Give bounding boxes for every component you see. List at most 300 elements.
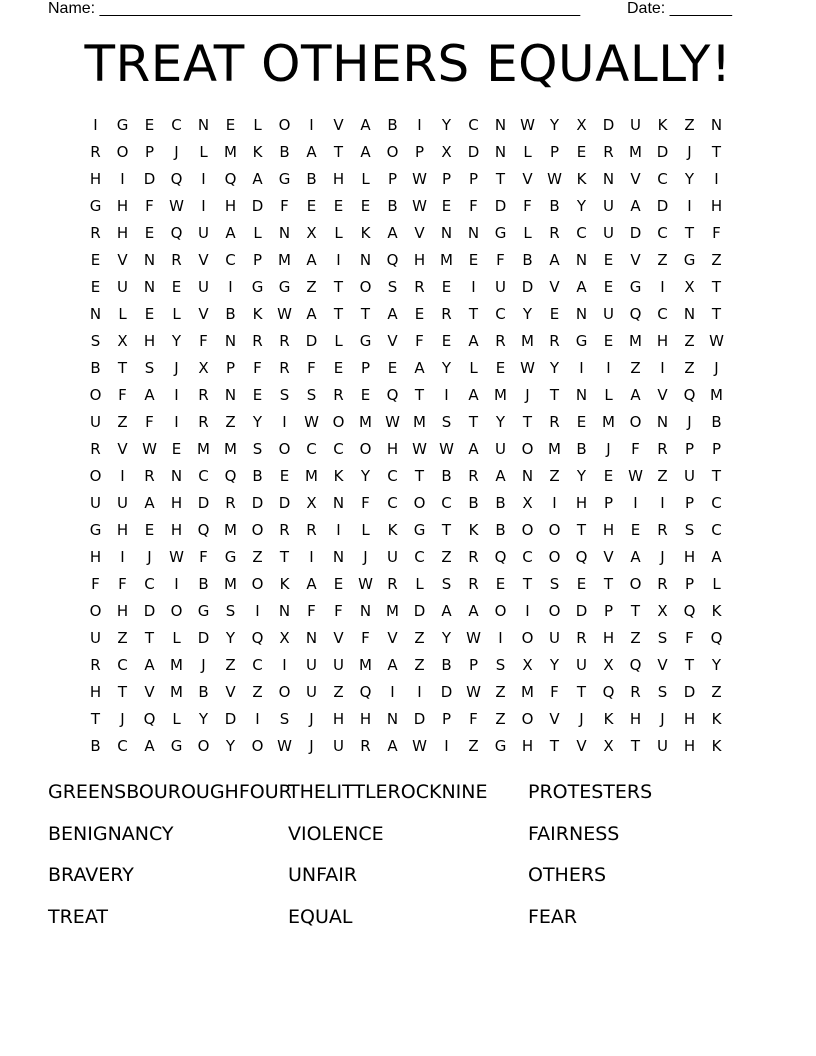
grid-letter: T (117, 683, 128, 701)
grid-letter: A (306, 575, 317, 593)
grid-letter: Z (684, 332, 695, 350)
grid-letter: O (278, 116, 291, 134)
grid-letter: B (468, 494, 479, 512)
grid-letter: I (174, 575, 179, 593)
grid-letter: O (332, 413, 345, 431)
grid-letter: E (549, 305, 560, 323)
grid-letter: U (306, 683, 317, 701)
grid-letter: N (332, 548, 345, 566)
grid-letter: L (469, 359, 478, 377)
grid-letter: V (603, 548, 614, 566)
grid-letter: P (603, 494, 614, 512)
grid-letter: K (252, 143, 263, 161)
grid-letter: H (89, 170, 102, 188)
grid-letter: W (277, 737, 292, 755)
grid-letter: V (117, 440, 128, 458)
grid-letter: C (414, 548, 425, 566)
grid-letter: J (687, 143, 692, 161)
grid-letter: U (306, 656, 317, 674)
grid-letter: R (279, 359, 290, 377)
grid-letter: A (468, 386, 479, 404)
grid-letter: I (525, 602, 530, 620)
grid-letter: P (144, 143, 155, 161)
grid-letter: D (575, 602, 588, 620)
grid-letter: D (602, 116, 615, 134)
grid-letter: C (711, 521, 722, 539)
grid-letter: I (282, 656, 287, 674)
grid-letter: V (198, 305, 209, 323)
grid-letter: F (118, 575, 127, 593)
grid-letter: O (89, 467, 102, 485)
grid-letter: C (117, 656, 128, 674)
grid-letter: T (630, 602, 641, 620)
grid-letter: M (224, 440, 237, 458)
grid-letter: L (253, 224, 262, 242)
grid-letter: M (548, 440, 561, 458)
grid-letter: P (684, 494, 695, 512)
grid-letter: E (90, 278, 101, 296)
grid-letter: Y (576, 197, 587, 215)
grid-letter: N (197, 116, 210, 134)
word-list-item: GREENSBOUROUGHFOUR (48, 781, 292, 803)
grid-letter: W (466, 683, 481, 701)
grid-letter: T (711, 305, 722, 323)
grid-letter: R (279, 521, 290, 539)
grid-letter: U (657, 737, 668, 755)
grid-letter: C (576, 224, 587, 242)
grid-letter: C (225, 251, 236, 269)
grid-letter: H (116, 521, 129, 539)
grid-letter: U (198, 224, 209, 242)
grid-letter: K (576, 170, 587, 188)
grid-letter: H (332, 710, 345, 728)
grid-letter: X (198, 359, 209, 377)
grid-letter: R (333, 386, 344, 404)
grid-letter: A (468, 332, 479, 350)
grid-letter: C (333, 440, 344, 458)
grid-letter: A (360, 143, 371, 161)
grid-letter: U (603, 224, 614, 242)
grid-letter: M (413, 413, 426, 431)
grid-letter: A (387, 656, 398, 674)
grid-letter: B (90, 359, 101, 377)
grid-letter: R (657, 440, 668, 458)
grid-letter: N (143, 278, 156, 296)
grid-letter: U (117, 278, 128, 296)
grid-letter: K (711, 737, 722, 755)
grid-letter: A (387, 224, 398, 242)
grid-letter: J (579, 710, 584, 728)
grid-letter: M (305, 467, 318, 485)
grid-letter: Y (441, 359, 452, 377)
grid-letter: O (386, 143, 399, 161)
grid-letter: K (252, 305, 263, 323)
grid-letter: N (467, 224, 480, 242)
grid-letter: W (547, 170, 562, 188)
grid-letter: F (469, 197, 478, 215)
grid-letter: D (629, 224, 642, 242)
grid-letter: T (333, 143, 344, 161)
grid-letter: W (142, 440, 157, 458)
grid-letter: K (603, 710, 614, 728)
grid-letter: N (575, 305, 588, 323)
grid-letter: R (144, 467, 155, 485)
grid-letter: O (629, 575, 642, 593)
grid-letter: X (306, 224, 317, 242)
grid-letter: M (629, 143, 642, 161)
grid-letter: E (144, 305, 155, 323)
grid-letter: A (414, 359, 425, 377)
grid-letter: I (120, 548, 125, 566)
grid-letter: T (549, 737, 560, 755)
grid-letter: V (549, 278, 560, 296)
grid-letter: N (143, 251, 156, 269)
grid-letter: D (251, 197, 264, 215)
grid-letter: N (359, 251, 372, 269)
grid-letter: V (630, 170, 641, 188)
grid-letter: O (521, 521, 534, 539)
grid-letter: F (199, 332, 208, 350)
grid-letter: K (468, 521, 479, 539)
grid-letter: Q (224, 467, 237, 485)
grid-letter: E (603, 278, 614, 296)
grid-letter: A (468, 602, 479, 620)
grid-letter: G (278, 278, 291, 296)
grid-letter: A (306, 251, 317, 269)
date-field-line: Date: _______ (627, 0, 732, 17)
grid-letter: O (197, 737, 210, 755)
grid-letter: T (576, 683, 587, 701)
grid-letter: I (93, 116, 98, 134)
grid-letter: B (441, 656, 452, 674)
grid-letter: B (198, 683, 209, 701)
grid-letter: O (548, 521, 561, 539)
grid-letter: C (468, 116, 479, 134)
grid-letter: E (414, 305, 425, 323)
grid-letter: T (522, 575, 533, 593)
grid-letter: X (306, 494, 317, 512)
grid-letter: G (251, 278, 264, 296)
grid-letter: R (90, 656, 101, 674)
letter-grid (82, 112, 730, 760)
grid-letter: O (521, 440, 534, 458)
grid-letter: V (549, 710, 560, 728)
grid-letter: M (710, 386, 723, 404)
grid-letter: Z (252, 683, 263, 701)
grid-letter: P (360, 359, 371, 377)
grid-letter: I (444, 737, 449, 755)
grid-letter: O (521, 629, 534, 647)
grid-letter: M (224, 521, 237, 539)
grid-letter: A (495, 467, 506, 485)
grid-letter: G (197, 602, 210, 620)
grid-letter: K (360, 224, 371, 242)
grid-letter: Z (630, 359, 641, 377)
grid-letter: V (657, 386, 668, 404)
grid-letter: E (279, 467, 290, 485)
grid-letter: G (575, 332, 588, 350)
grid-letter: J (606, 440, 611, 458)
grid-letter: H (386, 440, 399, 458)
grid-letter: I (417, 116, 422, 134)
grid-letter: O (359, 278, 372, 296)
grid-letter: H (359, 710, 372, 728)
grid-letter: P (603, 602, 614, 620)
grid-letter: E (144, 116, 155, 134)
grid-letter: R (90, 440, 101, 458)
grid-letter: M (440, 251, 453, 269)
grid-letter: E (171, 440, 182, 458)
grid-letter: R (360, 737, 371, 755)
grid-letter: E (495, 359, 506, 377)
grid-letter: B (225, 305, 236, 323)
grid-letter: E (333, 197, 344, 215)
grid-letter: F (253, 359, 262, 377)
grid-letter: R (657, 521, 668, 539)
grid-letter: X (684, 278, 695, 296)
grid-letter: G (494, 224, 507, 242)
grid-letter: A (711, 548, 722, 566)
grid-letter: L (172, 710, 181, 728)
grid-letter: K (711, 710, 722, 728)
grid-letter: J (120, 710, 125, 728)
grid-letter: C (495, 305, 506, 323)
grid-letter: N (440, 224, 453, 242)
grid-letter: B (495, 494, 506, 512)
grid-letter: U (90, 413, 101, 431)
grid-letter: P (414, 143, 425, 161)
grid-letter: E (306, 197, 317, 215)
grid-letter: Z (657, 251, 668, 269)
grid-letter: N (386, 710, 399, 728)
grid-letter: A (630, 548, 641, 566)
grid-letter: L (253, 116, 262, 134)
grid-letter: G (89, 197, 102, 215)
grid-letter: T (576, 521, 587, 539)
grid-letter: I (255, 602, 260, 620)
grid-letter: E (252, 386, 263, 404)
grid-letter: Q (683, 602, 696, 620)
grid-letter: D (521, 278, 534, 296)
grid-letter: G (413, 521, 426, 539)
grid-letter: I (471, 278, 476, 296)
grid-letter: D (197, 629, 210, 647)
grid-letter: Y (684, 170, 695, 188)
grid-letter: M (521, 683, 534, 701)
grid-letter: F (361, 629, 370, 647)
grid-letter: I (498, 629, 503, 647)
grid-letter: I (336, 251, 341, 269)
grid-letter: O (251, 521, 264, 539)
grid-letter: D (413, 710, 426, 728)
grid-letter: S (279, 710, 290, 728)
grid-letter: O (629, 413, 642, 431)
grid-letter: N (305, 629, 318, 647)
grid-letter: E (441, 197, 452, 215)
grid-letter: T (117, 359, 128, 377)
grid-letter: D (278, 494, 291, 512)
grid-letter: A (387, 737, 398, 755)
grid-letter: I (660, 494, 665, 512)
grid-letter: V (198, 251, 209, 269)
grid-letter: E (603, 332, 614, 350)
grid-letter: O (494, 602, 507, 620)
name-field-line: Name: ______________________________________________________ (48, 0, 581, 17)
grid-letter: A (144, 494, 155, 512)
grid-letter: X (576, 116, 587, 134)
grid-letter: S (441, 575, 452, 593)
grid-letter: G (494, 737, 507, 755)
grid-letter: R (387, 575, 398, 593)
grid-letter: A (549, 251, 560, 269)
grid-letter: C (117, 737, 128, 755)
grid-letter: N (359, 602, 372, 620)
grid-letter: X (117, 332, 128, 350)
grid-letter: B (279, 143, 290, 161)
grid-letter: Y (225, 737, 236, 755)
grid-letter: N (575, 386, 588, 404)
grid-letter: U (117, 494, 128, 512)
grid-letter: I (660, 278, 665, 296)
grid-letter: V (144, 683, 155, 701)
grid-letter: A (306, 143, 317, 161)
grid-letter: J (687, 413, 692, 431)
grid-letter: B (495, 521, 506, 539)
grid-letter: P (468, 170, 479, 188)
grid-letter: V (414, 224, 425, 242)
grid-letter: H (683, 548, 696, 566)
grid-letter: N (278, 602, 291, 620)
grid-letter: H (521, 737, 534, 755)
grid-letter: S (657, 683, 668, 701)
grid-letter: Q (602, 683, 615, 701)
grid-letter: J (309, 710, 314, 728)
grid-letter: J (525, 386, 530, 404)
grid-letter: Z (225, 413, 236, 431)
grid-letter: Y (549, 656, 560, 674)
grid-letter: I (633, 494, 638, 512)
grid-letter: E (495, 575, 506, 593)
grid-letter: B (252, 467, 263, 485)
grid-letter: K (279, 575, 290, 593)
grid-letter: U (576, 656, 587, 674)
grid-letter: J (309, 737, 314, 755)
grid-letter: O (548, 548, 561, 566)
grid-letter: J (714, 359, 719, 377)
grid-letter: E (225, 116, 236, 134)
grid-letter: X (522, 494, 533, 512)
grid-letter: A (306, 305, 317, 323)
grid-letter: C (306, 440, 317, 458)
grid-letter: H (413, 251, 426, 269)
grid-letter: G (629, 278, 642, 296)
grid-letter: C (657, 224, 668, 242)
grid-letter: P (441, 710, 452, 728)
grid-letter: I (120, 467, 125, 485)
grid-letter: R (576, 629, 587, 647)
grid-letter: V (576, 737, 587, 755)
grid-letter: Z (657, 467, 668, 485)
grid-letter: M (197, 440, 210, 458)
grid-letter: Y (360, 467, 371, 485)
grid-letter: W (628, 467, 643, 485)
grid-letter: R (171, 251, 182, 269)
grid-letter: C (657, 305, 668, 323)
grid-letter: S (549, 575, 560, 593)
grid-letter: I (579, 359, 584, 377)
grid-letter: U (90, 629, 101, 647)
grid-letter: R (549, 413, 560, 431)
grid-letter: D (143, 602, 156, 620)
grid-letter: D (305, 332, 318, 350)
grid-letter: W (520, 116, 535, 134)
grid-letter: Z (495, 683, 506, 701)
grid-letter: W (412, 197, 427, 215)
grid-letter: Q (629, 305, 642, 323)
grid-letter: P (387, 170, 398, 188)
grid-letter: N (494, 143, 507, 161)
grid-letter: R (306, 521, 317, 539)
grid-letter: L (199, 143, 208, 161)
grid-letter: Z (117, 413, 128, 431)
page-title: TREAT OTHERS EQUALLY! (84, 35, 732, 93)
grid-letter: T (279, 548, 290, 566)
grid-letter: W (385, 413, 400, 431)
grid-letter: V (522, 170, 533, 188)
word-list-item: VIOLENCE (288, 822, 384, 845)
grid-letter: O (413, 494, 426, 512)
grid-letter: O (89, 602, 102, 620)
grid-letter: T (711, 143, 722, 161)
grid-letter: F (685, 629, 694, 647)
grid-letter: W (277, 305, 292, 323)
grid-letter: Z (711, 683, 722, 701)
grid-letter: P (468, 656, 479, 674)
grid-letter: A (630, 197, 641, 215)
grid-letter: F (199, 548, 208, 566)
grid-letter: H (602, 629, 615, 647)
grid-letter: F (307, 359, 316, 377)
grid-letter: L (172, 629, 181, 647)
grid-letter: O (251, 575, 264, 593)
grid-letter: J (201, 656, 206, 674)
word-list-item: PROTESTERS (528, 781, 653, 803)
grid-letter: C (387, 467, 398, 485)
grid-letter: Z (495, 710, 506, 728)
grid-letter: E (333, 359, 344, 377)
grid-letter: W (169, 548, 184, 566)
grid-letter: X (603, 656, 614, 674)
grid-letter: W (412, 440, 427, 458)
grid-letter: E (576, 575, 587, 593)
grid-letter: J (147, 548, 152, 566)
grid-letter: S (252, 440, 263, 458)
grid-letter: V (387, 629, 398, 647)
grid-letter: R (198, 413, 209, 431)
grid-letter: F (145, 413, 154, 431)
grid-letter: L (361, 521, 370, 539)
grid-letter: Q (143, 710, 156, 728)
grid-letter: L (712, 575, 721, 593)
grid-letter: F (550, 683, 559, 701)
grid-letter: F (712, 224, 721, 242)
grid-letter: C (198, 467, 209, 485)
grid-letter: Z (252, 548, 263, 566)
grid-letter: I (174, 413, 179, 431)
grid-letter: L (523, 143, 532, 161)
grid-letter: E (171, 278, 182, 296)
grid-letter: R (252, 332, 263, 350)
